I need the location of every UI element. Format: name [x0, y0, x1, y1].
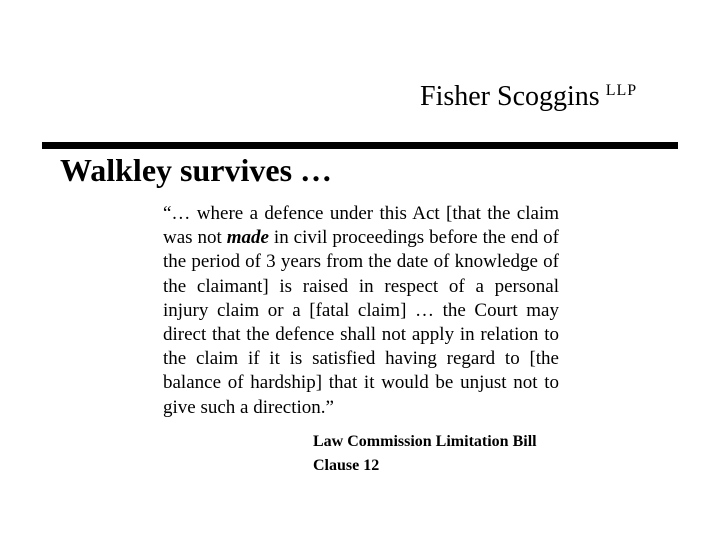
citation-source: Law Commission Limitation Bill — [313, 433, 537, 450]
header-divider — [42, 142, 678, 149]
firm-name — [420, 78, 637, 120]
quote-text-end: in civil proceedings before the end of the period of 3 years from the date of knowledge of the claimant] is raised in respect of a personal injury claim or a [fatal claim] … the Court may direct that the defence shall not apply in relation to the claim if it is satisfied having regard to [the balance of hardship] that it would be unjust not to give such a direction.” — [163, 227, 560, 418]
quote-text-start: “… where a defence under this Act [that the claim was not — [163, 203, 559, 249]
citation-clause: Clause 12 — [313, 457, 380, 474]
firm-name-text: Fisher Scoggins — [420, 81, 600, 112]
quote-emphasis: made — [226, 227, 269, 249]
citation — [313, 430, 537, 478]
firm-name-suffix: LLP — [605, 82, 638, 99]
slide-title: Walkley survives … — [60, 152, 333, 188]
quote-block — [163, 202, 559, 420]
